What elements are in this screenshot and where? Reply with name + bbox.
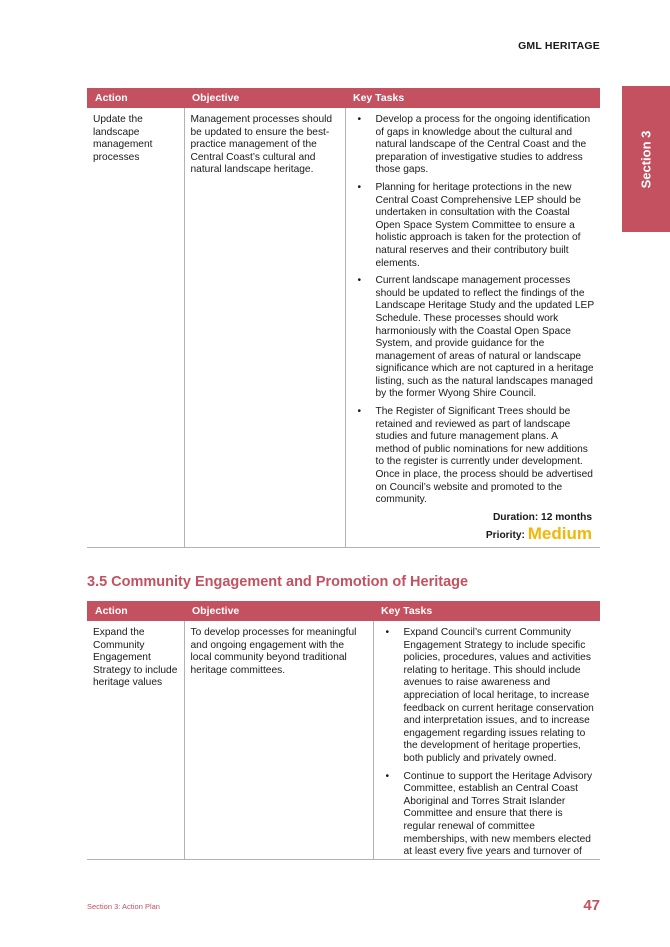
action-cell: Expand the Community Engagement Strategy to include heritage values: [87, 621, 184, 859]
priority-label: Priority:: [485, 530, 525, 542]
key-tasks-cell: [373, 621, 600, 859]
list-item: • Expand Council’s current Community Engagement Strategy to include specific policies, procedures, values and activities relating to heritage. This should include avenues to raise awareness and appreciation of local heritage, to increase feedback on current heritage conservation and interpretation issues, and to increase engagement regarding issues relating to the development of heritage properties, both publicly and privately owned.: [380, 627, 595, 766]
list-item: • Continue to support the Heritage Advisory Committee, establish an Central Coast Aboriginal and Torres Strait Islander Committee and ensure that there is regular renewal of committee memberships, with new members elected at least every five years and turnover of: [380, 771, 595, 859]
action-table-community: [87, 601, 600, 860]
table-row: [87, 108, 600, 548]
action-table-landscape: [87, 88, 600, 548]
table-header-row: [87, 601, 600, 621]
priority-row: [352, 524, 595, 547]
section-side-tab: [622, 86, 670, 232]
objective-cell: Management processes should be updated to ensure the best-practice management of the Central Coast’s cultural and natural landscape heritage.: [184, 108, 345, 548]
column-header-objective: Objective: [184, 88, 345, 108]
list-item: • Current landscape management processes should be updated to reflect the findings of the Landscape Heritage Study and the updated LEP Schedule. These processes should work harmoniously with the Coastal Open Space System, and provide guidance for the management of areas of natural or landscape significance which are not captured in a heritage listing, such as the natural landscapes managed by the former Wyong Shire Council.: [352, 275, 595, 401]
objective-cell: To develop processes for meaningful and ongoing engagement with the local community beyond traditional heritage committees.: [184, 621, 373, 859]
table-row: [87, 621, 600, 859]
column-header-key-tasks: Key Tasks: [373, 601, 600, 621]
priority-value: Medium: [527, 524, 592, 544]
page-number: 47: [583, 897, 600, 914]
table-header-row: [87, 88, 600, 108]
key-tasks-list: [352, 114, 595, 507]
list-item: • The Register of Significant Trees should be retained and reviewed as part of landscape studies and future management plans. A method of public nominations for new additions to the register is currently under development. Once in place, the process should be advertised on Council’s website and promoted to the community.: [352, 406, 595, 507]
list-item: • Planning for heritage protections in the new Central Coast Comprehensive LEP should be undertaken in consultation with the Coastal Open Space System Committee to ensure a holistic approach is taken for the protection of natural reserves and their contributory built elements.: [352, 182, 595, 270]
column-header-action: Action: [87, 601, 184, 621]
document-header: GML HERITAGE: [518, 40, 600, 52]
section-heading: 3.5 Community Engagement and Promotion of Heritage: [87, 574, 469, 590]
duration-label: Duration: 12 months: [492, 511, 592, 523]
column-header-objective: Objective: [184, 601, 373, 621]
action-cell: Update the landscape management processes: [87, 108, 184, 548]
column-header-key-tasks: Key Tasks: [345, 88, 600, 108]
footer-section-label: Section 3: Action Plan: [87, 902, 160, 911]
key-tasks-cell: [345, 108, 600, 548]
section-side-tab-label: Section 3: [638, 130, 654, 188]
column-header-action: Action: [87, 88, 184, 108]
key-tasks-list: [380, 627, 595, 859]
list-item: • Develop a process for the ongoing identification of gaps in knowledge about the cultural and natural landscape of the Central Coast and the preparation of investigative studies to address those gaps.: [352, 114, 595, 177]
